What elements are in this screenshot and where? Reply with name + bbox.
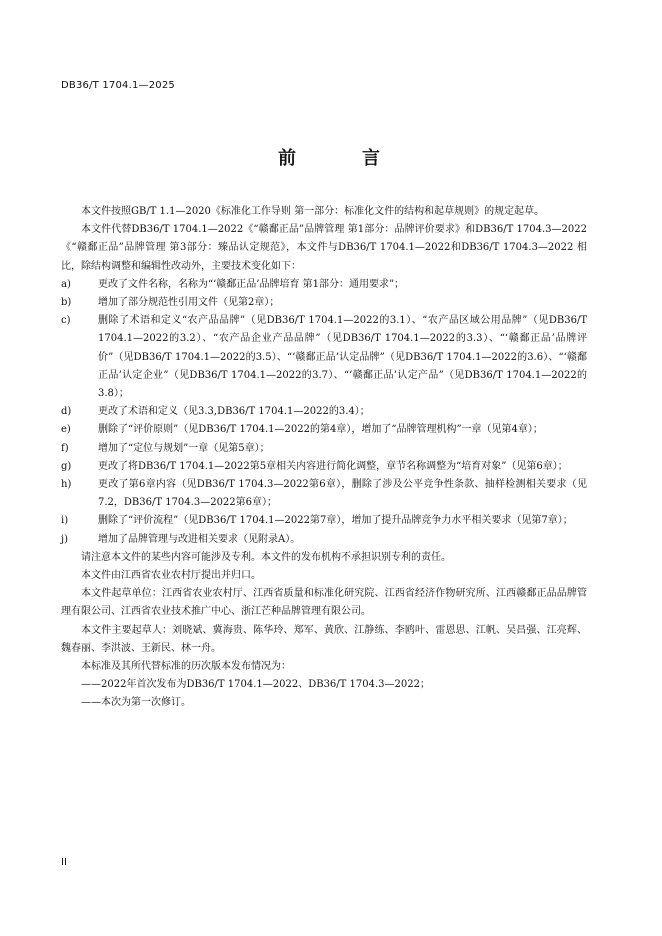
list-item: [61, 512, 587, 530]
list-item-label: i): [61, 515, 69, 527]
list-item-text: 删除了“评价流程”（见DB36/T 1704.1—2022第7章），增加了提升品牌竞争力水平相关要求（见第7章）；: [98, 515, 573, 527]
intro-paragraph: 本文件代替DB36/T 1704.1—2022《“赣鄱正品”品牌管理 第1部分：品牌评价要求》和DB36/T 1704.3—2022《“赣鄱正品”品牌管理 第3部分：臻品认定规范》，本文件与DB36/T 1704.1—2022和DB36/T 1704.3—2022 相比，除结构调整和编辑性改动外，主要技术变化如下：: [61, 224, 587, 272]
list-item-label: f): [61, 442, 69, 454]
list-item-text: 删除了“评价原则”（见DB36/T 1704.1—2022的第4章），增加了“品牌管理机构”一章（见第4章）；: [98, 424, 543, 436]
history-item: ——2022年首次发布为DB36/T 1704.1—2022、DB36/T 1704.3—2022；: [81, 679, 430, 691]
list-item-text: 增加了“定位与规划”一章（见第5章）；: [98, 442, 270, 454]
list-item: [61, 440, 587, 458]
list-item-text: 删除了术语和定义“农产品品牌”（见DB36/T 1704.1—2022的3.1）、“农产品区域公用品牌”（见DB36/T 1704.1—2022的3.2）、“农产品企业产品品牌”（见DB36/T 1704.1—2022的3.3）、“‘赣鄱正品’品牌评价”（见DB36/T 1704.1—2022的3.5）、“‘赣鄱正品’认定品牌”（见DB36/T 1704.1—2022的3.6）、“‘赣鄱正品’认定企业”（见DB36/T 1704.1—2022的3.7）、“‘赣鄱正品’认定产品”（见DB36/T 1704.1—2022的3.8）；: [98, 315, 587, 400]
document-code-header: DB36/T 1704.1—2025: [61, 80, 175, 91]
list-item-label: e): [61, 424, 71, 436]
page-number: II: [61, 857, 67, 868]
intro-paragraph: 本文件按照GB/T 1.1—2020《标准化工作导则 第一部分：标准化文件的结构和起草规则》的规定起草。: [81, 206, 545, 217]
list-item: [61, 312, 587, 403]
list-item-label: g): [61, 460, 72, 472]
list-item: [61, 531, 587, 549]
list-item-text: 更改了将DB36/T 1704.1—2022第5章相关内容进行简化调整，章节名称调整为“培育对象”（见第6章）；: [98, 460, 568, 472]
list-item: [61, 476, 587, 512]
drafters-paragraph: 本文件主要起草人：刘晓斌、冀海贵、陈华玲、郑军、黄欣、江静练、李鸥叶、雷恩思、江帆、吴昌强、江亮辉、魏春丽、李洪波、王新民、林一舟。: [61, 624, 587, 654]
history-item: ——本次为第一次修订。: [81, 697, 191, 709]
list-item-label: b): [61, 297, 72, 309]
list-item-text: 更改了术语和定义（见3.3,DB36/T 1704.1—2022的3.4）；: [98, 406, 370, 418]
document-body: [61, 203, 587, 713]
list-item-text: 增加了部分规范性引用文件（见第2章）；: [98, 297, 280, 309]
list-item-text: 增加了品牌管理与改进相关要求（见附录A）。: [98, 533, 301, 545]
list-item: [61, 276, 587, 294]
list-item-text: 更改了文件名称，名称为“‘赣鄱正品’品牌培育 第1部分：通用要求”；: [98, 278, 405, 290]
list-item: [61, 294, 587, 312]
proposer-paragraph: 本文件由江西省农业农村厅提出并归口。: [81, 570, 261, 582]
page-title: 前 言: [278, 148, 404, 169]
patent-notice: 请注意本文件的某些内容可能涉及专利。本文件的发布机构不承担识别专利的责任。: [81, 551, 451, 563]
list-item-label: h): [61, 479, 72, 491]
list-item-label: c): [61, 315, 71, 327]
list-item: [61, 403, 587, 421]
drafting-units-paragraph: 本文件起草单位：江西省农业农村厅、江西省质量和标准化研究院、江西省经济作物研究所、江西赣鄱正品品牌管理有限公司、江西省农业技术推广中心、浙江芒种品牌管理有限公司。: [61, 588, 587, 618]
changes-list: [61, 276, 587, 549]
list-item: [61, 458, 587, 476]
list-item-label: a): [61, 278, 71, 290]
list-item-text: 更改了第6章内容（见DB36/T 1704.3—2022第6章），删除了涉及公平竞争性条款、抽样检测相关要求（见7.2，DB36/T 1704.3—2022第6章）；: [98, 479, 587, 509]
list-item: [61, 421, 587, 439]
list-item-label: d): [61, 406, 72, 418]
history-intro: 本标准及其所代替标准的历次版本发布情况为：: [81, 661, 291, 673]
list-item-label: j): [61, 533, 69, 545]
